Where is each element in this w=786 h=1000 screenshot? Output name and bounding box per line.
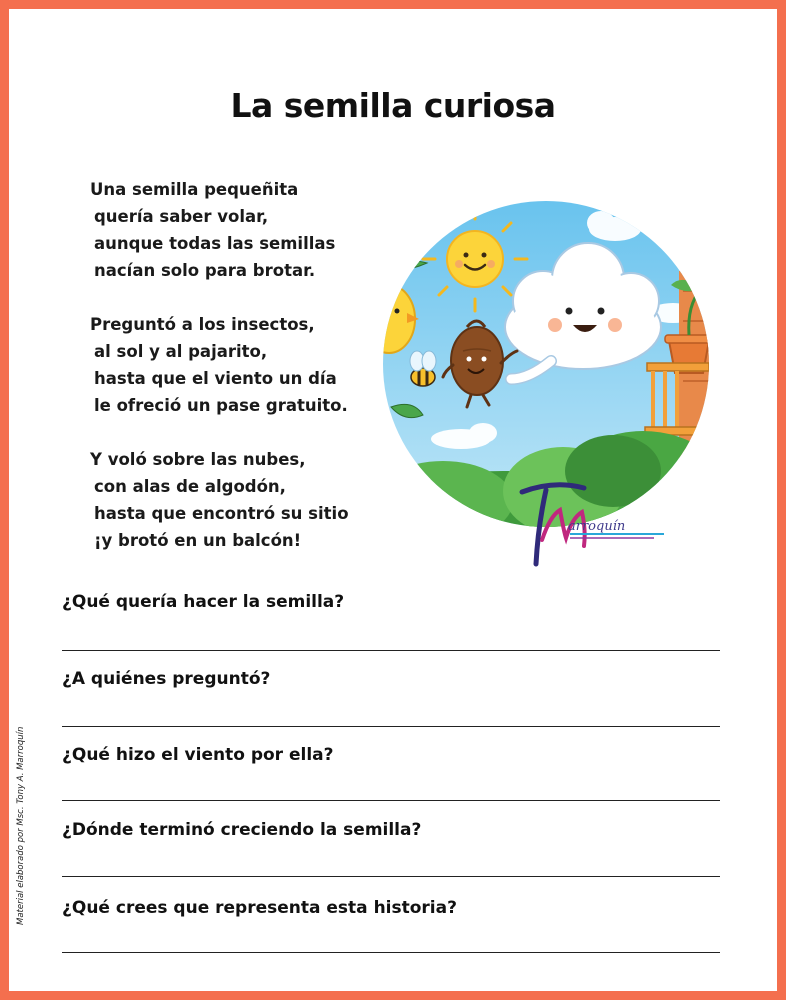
question-3: ¿Qué hizo el viento por ella? [62,745,334,765]
poem-stanza-2 [90,311,390,419]
poem [90,176,390,581]
answer-line-1[interactable] [62,650,720,651]
answer-line-2[interactable] [62,726,720,727]
poem-line: Preguntó a los insectos, [90,315,315,334]
poem-stanza-1 [90,176,390,284]
bee-icon [410,351,436,386]
brand-text: arroquín [568,519,626,534]
poem-line: Y voló sobre las nubes, [90,450,306,469]
question-5: ¿Qué crees que representa esta historia? [62,898,457,918]
poem-stanza-3 [90,446,390,554]
question-2: ¿A quiénes preguntó? [62,669,271,689]
poem-line: nacían solo para brotar. [94,261,316,280]
answer-line-5[interactable] [62,952,720,953]
answer-line-4[interactable] [62,876,720,877]
poem-line: aunque todas las semillas [94,234,336,253]
poem-line: ¡y brotó en un balcón! [94,531,302,550]
poem-line: con alas de algodón, [94,477,286,496]
question-4: ¿Dónde terminó creciendo la semilla? [62,820,422,840]
poem-line: le ofreció un pase gratuito. [94,396,348,415]
author-credit: Material elaborado por Msc. Tony A. Marroquín [16,726,26,925]
poem-line: hasta que encontró su sitio [94,504,349,523]
poem-line: Una semilla pequeñita [90,180,299,199]
answer-line-3[interactable] [62,800,720,801]
poem-line: hasta que el viento un día [94,369,337,388]
question-1: ¿Qué quería hacer la semilla? [62,592,345,612]
poem-line: quería saber volar, [94,207,269,226]
poem-line: al sol y al pajarito, [94,342,268,361]
page-title: La semilla curiosa [230,86,556,125]
